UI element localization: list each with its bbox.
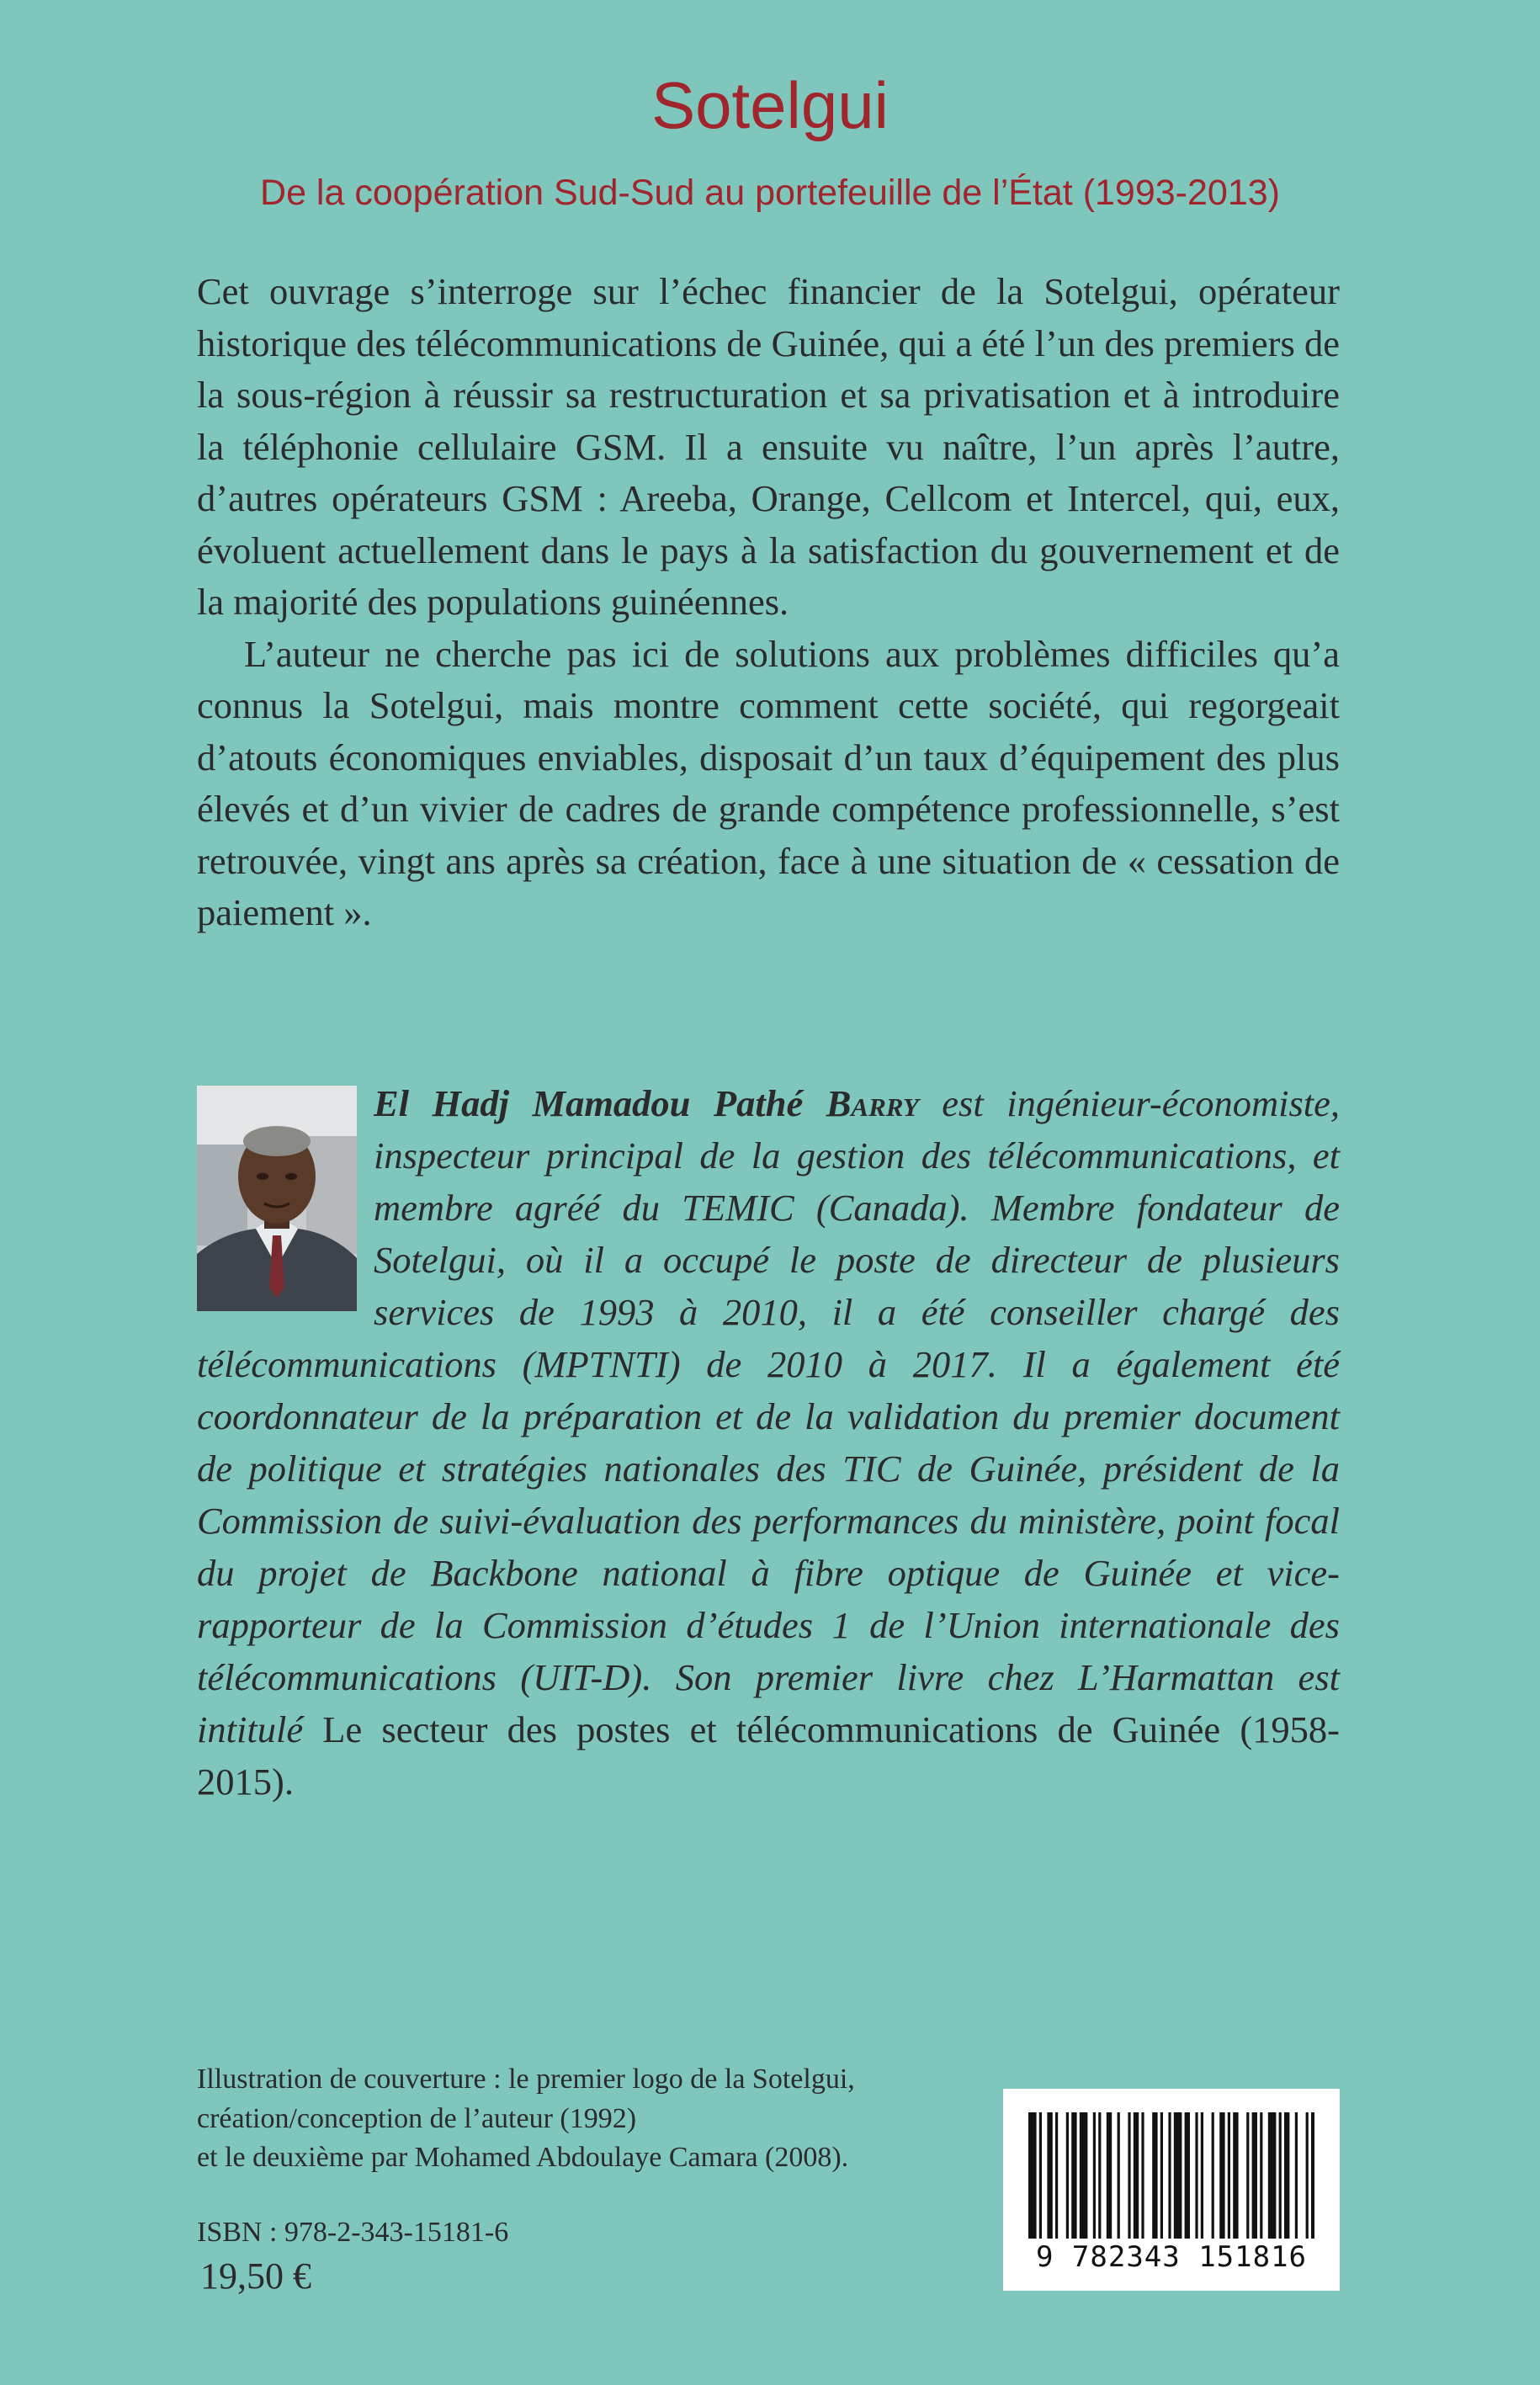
barcode-bar [1093, 2112, 1096, 2239]
barcode-bar [1028, 2112, 1037, 2239]
barcode-bar [1233, 2112, 1238, 2239]
barcode-bar [1080, 2112, 1088, 2239]
barcode-bar [1295, 2112, 1298, 2239]
barcode [1003, 2089, 1340, 2291]
photo-spacer [197, 1077, 374, 1313]
author-bio-end: . [284, 1761, 294, 1803]
book-description [197, 266, 1340, 939]
author-name [374, 1082, 919, 1124]
cover-illustration-credits [197, 2060, 954, 2178]
isbn: ISBN : 978-2-343-15181-6 [197, 2217, 509, 2248]
barcode-bar [1246, 2112, 1249, 2239]
barcode-bar [1152, 2112, 1157, 2239]
book-title: Sotelgui [651, 68, 889, 142]
barcode-bar [1195, 2112, 1197, 2239]
credit-line: et le deuxième par Mohamed Abdoulaye Camara (2008). [197, 2142, 849, 2173]
credit-line: Illustration de couverture : le premier logo de la Sotelgui, [197, 2064, 855, 2095]
barcode-bar [1174, 2112, 1182, 2239]
barcode-bar [1219, 2112, 1224, 2239]
barcode-bars [1028, 2112, 1314, 2239]
barcode-bar [1228, 2112, 1230, 2239]
barcode-bar [1168, 2112, 1171, 2239]
price: 19,50 € [200, 2255, 311, 2297]
author-bio-text: est ingénieur-économiste, inspecteur principal de la gestion des télécommunications, et membre agréé du TEMIC (Canada). Membre fondateur de Sotelgui, où il a occupé le poste de directeur de plusieurs services de 1993 à 2010, il a été conseiller chargé des télécommunications (MPTNTI) de 2010 à 2017. Il a également été coordonnateur de la préparation et de la validation du premier document de politique et stratégies nationales des TIC de Guinée, président de la Commission de suivi-évaluation des performances du ministère, point focal du projet de Backbone national à fibre optique de Guinée et vice-rapporteur de la Commission d’études 1 de l’Union internationale des télécommunications (UIT-D). Son premier livre chez L’Harmattan est intitulé [197, 1082, 1341, 1750]
description-paragraph-2: L’auteur ne cherche pas ici de solutions aux problèmes difficiles qu’a connus la Sotelgui, mais montre comment cette société, qui regorgeait d’atouts économiques enviables, disposait d’un taux d’équipement des plus élevés et d’un vivier de cadres de grande compétence professionnelle, s’est retrouvée, vingt ans après sa création, face à une situation de « cessation de paiement ». [197, 632, 1340, 933]
barcode-bar [1311, 2112, 1314, 2239]
barcode-bar [1118, 2112, 1120, 2239]
book-subtitle: De la coopération Sud-Sud au portefeuille de l’État (1993-2013) [260, 173, 1280, 213]
author-biography [197, 1077, 1340, 1808]
barcode-bar [1141, 2112, 1144, 2239]
barcode-bar [1279, 2112, 1282, 2239]
barcode-bar [1128, 2112, 1130, 2239]
barcode-bar [1098, 2112, 1101, 2239]
barcode-bar [1284, 2112, 1289, 2239]
barcode-bar [1039, 2112, 1042, 2239]
barcode-bar [1268, 2112, 1277, 2239]
previous-book-title: Le secteur des postes et télécommunications de Guinée (1958-2015) [197, 1708, 1340, 1803]
barcode-bar [1212, 2112, 1214, 2239]
author-name-prefix: El Hadj Mamadou Pathé [374, 1082, 826, 1124]
barcode-bar [1201, 2112, 1203, 2239]
barcode-bar [1252, 2112, 1257, 2239]
barcode-bar [1047, 2112, 1052, 2239]
description-paragraph-1: Cet ouvrage s’interroge sur l’échec financier de la Sotelgui, opérateur historique des télécommunications de Guinée, qui a été l’un des premiers de la sous-région à réussir sa restructuration et sa privatisation et à introduire la téléphonie cellulaire GSM. Il a ensuite vu naître, l’un après l’autre, d’autres opérateurs GSM : Areeba, Orange, Cellcom et Intercel, qui, eux, évoluent actuellement dans le pays à la satisfaction du gouvernement et de la majorité des populations guinéennes. [197, 270, 1340, 623]
credit-line: création/conception de l’auteur (1992) [197, 2102, 637, 2134]
barcode-bar [1185, 2112, 1190, 2239]
barcode-bar [1260, 2112, 1262, 2239]
barcode-bar [1066, 2112, 1069, 2239]
barcode-bar [1306, 2112, 1309, 2239]
barcode-bar [1071, 2112, 1076, 2239]
barcode-bar [1160, 2112, 1163, 2239]
barcode-bar [1055, 2112, 1058, 2239]
author-surname: Barry [826, 1082, 919, 1124]
barcode-bar [1134, 2112, 1139, 2239]
barcode-number: 9 782343 151816 [1035, 2240, 1308, 2274]
barcode-bar [1107, 2112, 1112, 2239]
